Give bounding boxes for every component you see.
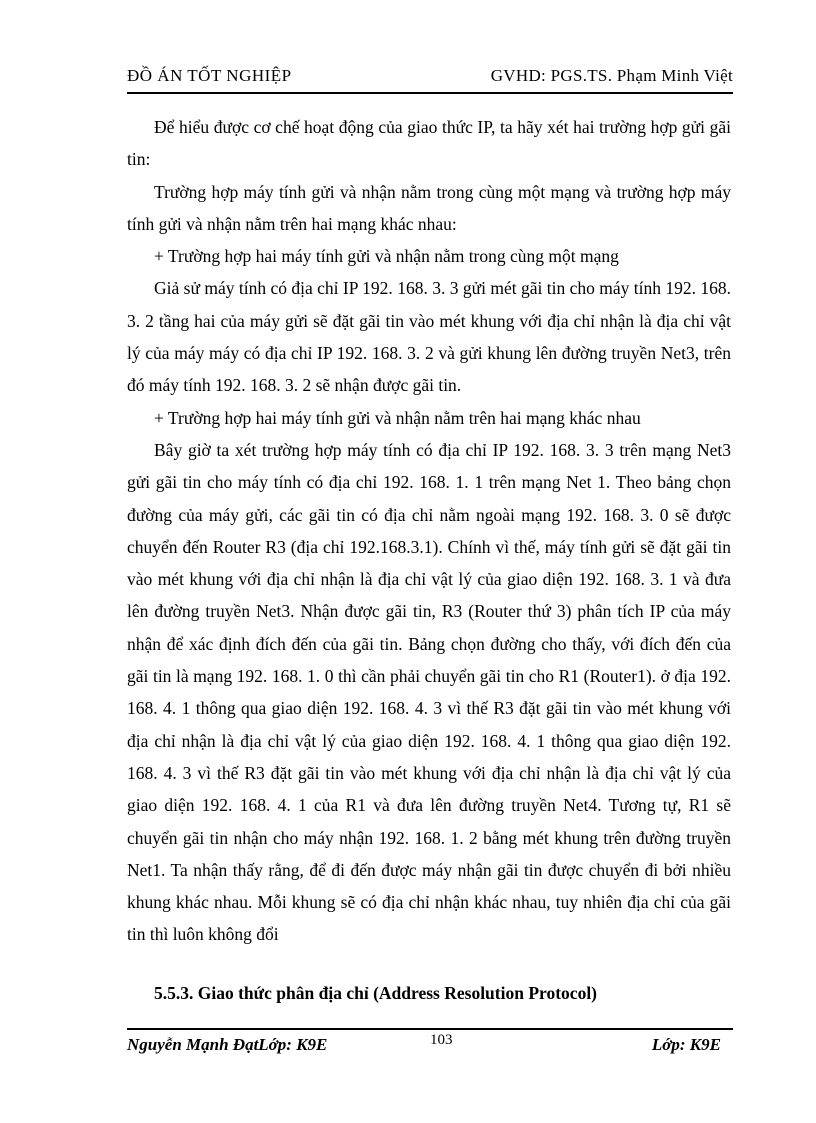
footer-author: Nguyễn Mạnh ĐạtLớp: K9E (127, 1035, 328, 1054)
paragraph-cases: Trường hợp máy tính gửi và nhận nằm trong cùng một mạng và trường hợp máy tính gửi và nhận nằm trên hai mạng khác nhau: (127, 181, 731, 234)
header-advisor: GVHD: PGS.TS. Phạm Minh Việt (490, 66, 733, 85)
bullet-different-networks: + Trường hợp hai máy tính gửi và nhận nằm trên hai mạng khác nhau (154, 407, 641, 428)
paragraph-same-network: Giả sử máy tính có địa chỉ IP 192. 168. 3. 3 gửi mét gãi tin cho máy tính 192. 168. 3. 2 tầng hai của máy gửi sẽ đặt gãi tin vào mét khung với địa chỉ nhận là địa chỉ vật lý của máy máy có địa chỉ IP 192. 168. 3. 2 và gửi khung lên đường truyền Net3, trên đó máy tính 192. 168. 3. 2 sẽ nhận được gãi tin. (127, 278, 731, 396)
footer-divider (127, 1028, 733, 1030)
header-title: ĐỒ ÁN TỐT NGHIỆP (127, 66, 292, 85)
page-number: 103 (430, 1032, 453, 1048)
footer-class: Lớp: K9E (651, 1035, 721, 1054)
section-heading: 5.5.3. Giao thức phân địa chỉ (Address Resolution Protocol) (154, 983, 598, 1003)
page-header (127, 66, 733, 92)
paragraph-different-networks: Bây giờ ta xét trường hợp máy tính có địa chỉ IP 192. 168. 3. 3 trên mạng Net3 gửi gãi tin cho máy tính có địa chỉ 192. 168. 1. 1 trên mạng Net 1. Theo bảng chọn đường của máy gửi, các gãi tin có địa chỉ nằm ngoài mạng 192. 168. 3. 0 sẽ được chuyển đến Router R3 (địa chỉ 192.168.3.1). Chính vì thế, máy tính gửi sẽ đặt gãi tin vào mét khung với địa chỉ nhận là địa chỉ vật lý của giao diện 192. 168. 3. 1 và đưa lên đường truyền Net3. Nhận được gãi tin, R3 (Router thứ 3) phân tích IP của máy nhận để xác định đích đến của gãi tin. Bảng chọn đường cho thấy, với đích đến của gãi tin là mạng 192. 168. 1. 0 thì cần phải chuyển gãi tin cho R1 (Router1). ở địa 192. 168. 4. 1 thông qua giao diện 192. 168. 4. 3 vì thế R3 đặt gãi tin vào mét khung với địa chỉ nhận là địa chỉ vật lý của giao diện 192. 168. 4. 1 thông qua giao diện 192. 168. 4. 3 vì thế R3 đặt gãi tin vào mét khung với địa chỉ nhận là địa chỉ vật lý của giao diện 192. 168. 4. 1 của R1 và đưa lên đường truyền Net4. Tương tự, R1 sẽ chuyển gãi tin nhận cho máy nhận 192. 168. 1. 2 bằng mét khung trên đường truyền Net1. Ta nhận thấy rằng, để đi đến được máy nhận gãi tin được chuyển đi bởi nhiều khung khác nhau. Mỗi khung sẽ có địa chỉ nhận khác nhau, tuy nhiên địa chỉ của gãi tin thì luôn không đổi (127, 439, 731, 945)
paragraph-intro: Để hiểu được cơ chế hoạt động của giao thức IP, ta hãy xét hai trường hợp gửi gãi tin: (127, 117, 731, 170)
bullet-same-network: + Trường hợp hai máy tính gửi và nhận nằm trong cùng một mạng (154, 246, 619, 267)
body-text (127, 111, 731, 951)
header-divider (127, 92, 733, 94)
